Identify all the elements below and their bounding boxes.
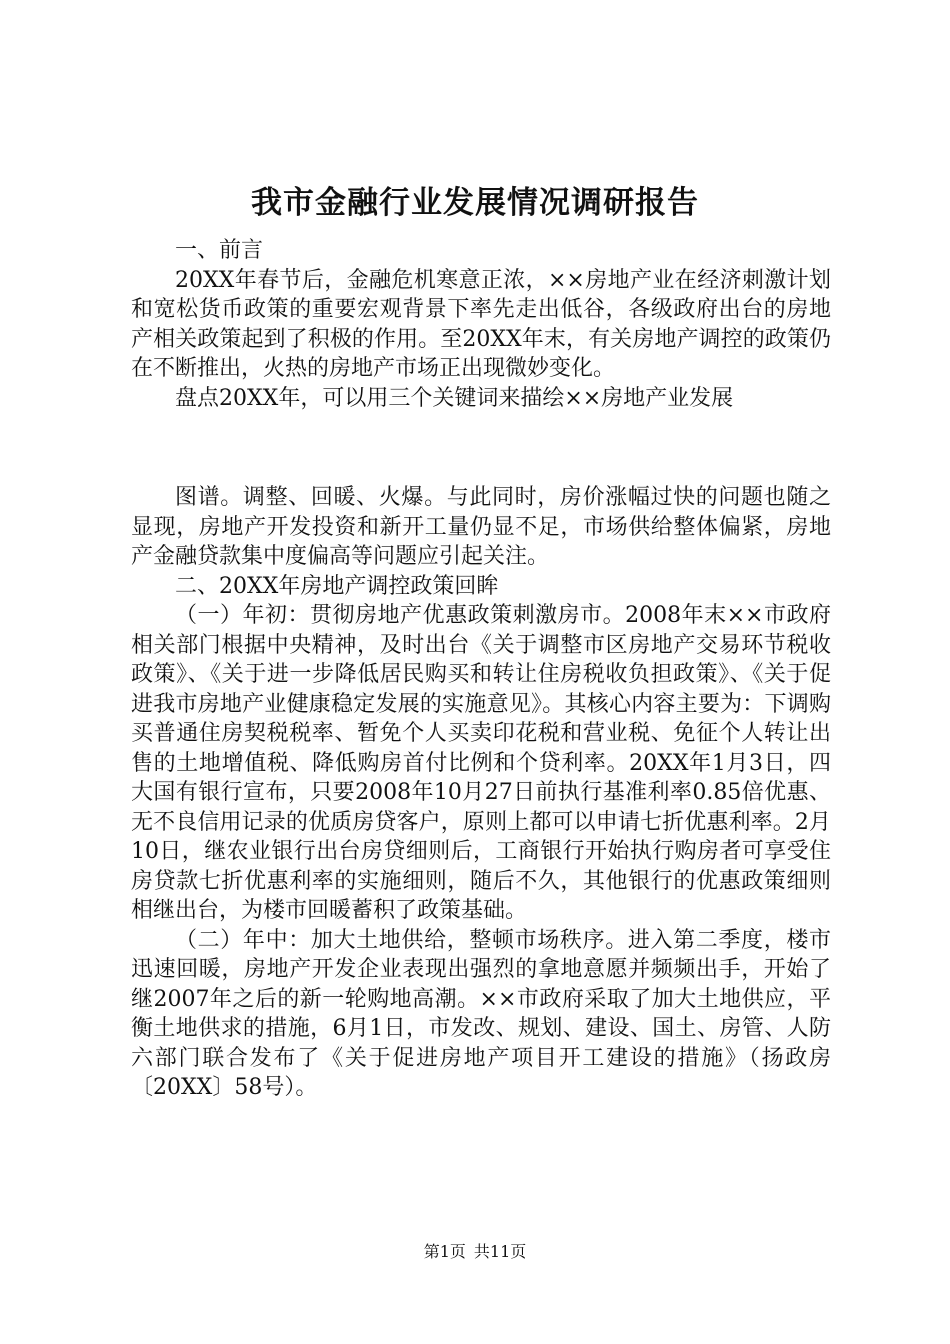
page-total: 共11页 [473, 1242, 527, 1261]
paragraph: 盘点20XX年，可以用三个关键词来描绘××房地产业发展 [175, 385, 734, 411]
text-block-upper [131, 236, 831, 413]
page-footer [0, 1241, 950, 1263]
text-block-lower [131, 483, 831, 1103]
document-title: 我市金融行业发展情况调研报告 [251, 185, 699, 221]
page-number: 第1页 [423, 1242, 466, 1261]
heading-section-two: 二、20XX年房地产调控政策回眸 [175, 573, 499, 599]
paragraph: 图谱。调整、回暖、火爆。与此同时，房价涨幅过快的问题也随之显现，房地产开发投资和新开工量仍显不足，市场供给整体偏紧，房地产金融贷款集中度偏高等问题应引起关注。 [131, 485, 831, 569]
paragraph: （一）年初：贯彻房地产优惠政策刺激房市。2008年末××市政府相关部门根据中央精神，及时出台《关于调整市区房地产交易环节税收政策》、《关于进一步降低居民购买和转让住房税收负担政策》、《关于促进我市房地产业健康稳定发展的实施意见》。其核心内容主要为：下调购买普通住房契税税率、暂免个人买卖印花税和营业税、免征个人转让出售的土地增值税、降低购房首付比例和个贷利率。20XX年1月3日，四大国有银行宣布，只要2008年10月27日前执行基准利率0.85倍优惠、无不良信用记录的优质房贷客户，原则上都可以申请七折优惠利率。2月10日，继农业银行出台房贷细则后，工商银行开始执行购房者可享受住房贷款七折优惠利率的实施细则，随后不久，其他银行的优惠政策细则相继出台，为楼市回暖蓄积了政策基础。 [131, 603, 831, 923]
paragraph: 20XX年春节后，金融危机寒意正浓，××房地产业在经济刺激计划和宽松货币政策的重要宏观背景下率先走出低谷，各级政府出台的房地产相关政策起到了积极的作用。至20XX年末，有关房地产调控的政策仍在不断推出，火热的房地产市场正出现微妙变化。 [131, 267, 831, 381]
heading-preface: 一、前言 [175, 238, 264, 263]
paragraph: （二）年中：加大土地供给，整顿市场秩序。进入第二季度，楼市迅速回暖，房地产开发企业表现出强烈的拿地意愿并频频出手，开始了继2007年之后的新一轮购地高潮。××市政府采取了加大土地供应，平衡土地供求的措施，6月1日，市发改、规划、建设、国土、房管、人防六部门联合发布了《关于促进房地产项目开工建设的措施》（扬政房〔20XX〕58号）。 [131, 927, 831, 1100]
